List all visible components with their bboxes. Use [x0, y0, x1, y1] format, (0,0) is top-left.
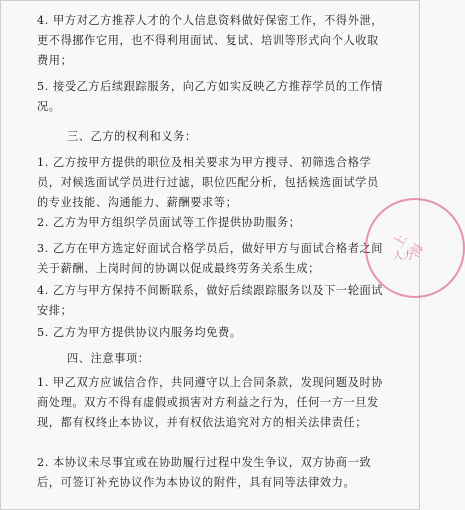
- section-heading-notes: 四、注意事项：: [67, 352, 150, 365]
- paragraph-free-service: 5. 乙方为甲方提供协议内服务均免费。: [37, 326, 242, 339]
- paragraph-coordination: 3. 乙方在甲方选定好面试合格学员后，做好甲方与面试合格者之间关于薪酬、上岗时间的协调以促成最终劳务关系生成；: [37, 242, 384, 275]
- paragraph-good-faith: 1. 甲乙双方应诚信合作，共同遵守以上合同条款，发现问题及时协商处理。双方不得有虚假或损害对方利益之行为，任何一方一旦发现，都有权终止本协议，并有权依法追究对方的相关法律责任；: [37, 376, 384, 429]
- paragraph-follow-up: 4. 乙方与甲方保持不间断联系，做好后续跟踪服务以及下一轮面试安排；: [37, 284, 384, 317]
- paragraph-disputes: 2. 本协议未尽事宜或在协助履行过程中发生争议，双方协商一致后，可签订补充协议作为本协议的附件，具有同等法律效力。: [37, 456, 372, 489]
- section-heading-party-b: 三、乙方的权利和义务：: [67, 130, 197, 143]
- paragraph-screening: 1. 乙方按甲方提供的职位及相关要求为甲方搜寻、初筛选合格学员，对候选面试学员进行过滤，职位匹配分析，包括候选面试学员的专业技能、沟通能力、薪酬要求等；: [37, 156, 379, 209]
- paragraph-interview-assist: 2. 乙方为甲方组织学员面试等工作提供协助服务；: [37, 216, 301, 229]
- seal-text: 人力: [393, 251, 413, 262]
- seal-partial-chars: 上海: [391, 231, 427, 261]
- paragraph-feedback: 5. 接受乙方后续跟踪服务，向乙方如实反映乙方推荐学员的工作情况。: [37, 80, 384, 113]
- paragraph-confidentiality: 4. 甲方对乙方推荐人才的个人信息资料做好保密工作，不得外泄，更不得挪作它用，也不得利用面试、复试、培训等形式向个人收取费用；: [37, 14, 384, 67]
